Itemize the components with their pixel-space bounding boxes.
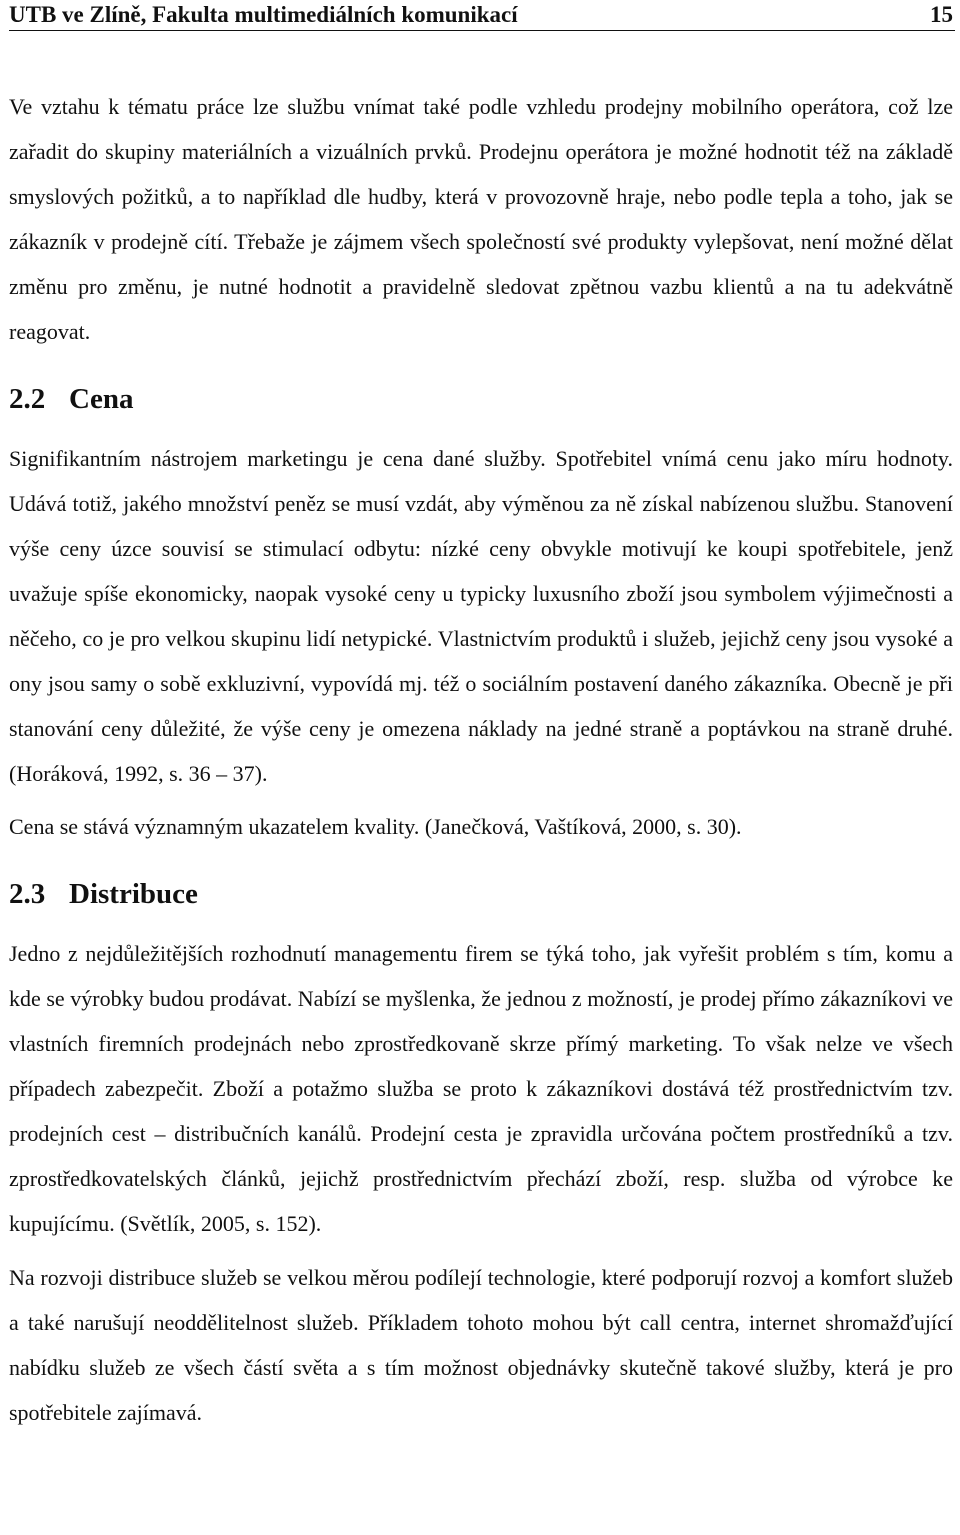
paragraph-distribution-technology: Na rozvoji distribuce služeb se velkou měrou podílejí technologie, které podporují rozvoj a komfort služeb a také narušují neoddělitelnost služeb. Příkladem tohoto mohou být call centra, internet shromažďující nabídku služeb ze všech částí světa a s tím možnost objednávky skutečně takové služby, která je pro spotřebitele zajímavá. [9,1265,953,1425]
section-title: Cena [69,383,134,415]
header-title: UTB ve Zlíně, Fakulta multimediálních komunikací [9,2,518,27]
section-heading-cena [9,379,953,419]
page-number: 15 [930,2,953,27]
section-number: 2.3 [9,878,46,910]
paragraph-distribution: Jedno z nejdůležitějších rozhodnutí managementu firem se týká toho, jak vyřešit problém s tím, komu a kde se výrobky budou prodávat. Nabízí se myšlenka, že jednou z možností, je prodej přímo zákazníkovi ve vlastních firemních prodejnách nebo zprostředkovaně skrze přímý marketing. To však nelze ve všech případech zabezpečit. Zboží a potažmo služba se proto k zákazníkovi dostává též prostřednictvím tzv. prodejních cest – distribučních kanálů. Prodejní cesta je zpravidla určována počtem prostředníků a tzv. zprostředkovatelských článků, jejichž prostřednictvím přechází zboží, resp. služba od výrobce ke kupujícímu. (Světlík, 2005, s. 152). [9,941,953,1236]
running-header [9,0,953,28]
body-text [9,84,953,1435]
paragraph-store-appearance: Ve vztahu k tématu práce lze službu vnímat také podle vzhledu prodejny mobilního operátora, což lze zařadit do skupiny materiálních a vizuálních prvků. Prodejnu operátora je možné hodnotit též na základě smyslových požitků, a to například dle hudby, která v provozovně hraje, nebo podle tepla a toho, jak se zákazník v prodejně cítí. Třebaže je zájmem všech společností své produkty vylepšovat, není možné dělat změnu pro změnu, je nutné hodnotit a pravidelně sledovat zpětnou vazbu klientů a na tu adekvátně reagovat. [9,94,953,344]
paragraph-price: Signifikantním nástrojem marketingu je cena dané služby. Spotřebitel vnímá cenu jako míru hodnoty. Udává totiž, jakého množství peněz se musí vzdát, aby výměnou za ně získal nabízenou službu. Stanovení výše ceny úzce souvisí se stimulací odbytu: nízké ceny obvykle motivují ke koupi spotřebitele, jenž uvažuje spíše ekonomicky, naopak vysoké ceny u typicky luxusního zboží jsou symbolem výjimečnosti a něčeho, co je pro velkou skupinu lidí netypické. Vlastnictvím produktů i služeb, jejichž ceny jsou vysoké a ony jsou samy o sobě exkluzivní, vypovídá mj. též o sociálním postavení daného zákazníka. Obecně je při stanování ceny důležité, že výše ceny je omezena náklady na jedné straně a poptávkou na straně druhé. (Horáková, 1992, s. 36 – 37). [9,446,953,786]
section-title: Distribuce [69,878,198,910]
section-heading-distribuce [9,874,953,914]
header-divider [9,30,955,31]
section-number: 2.2 [9,383,46,415]
paragraph-price-quality: Cena se stává významným ukazatelem kvality. (Janečková, Vaštíková, 2000, s. 30). [9,814,742,839]
